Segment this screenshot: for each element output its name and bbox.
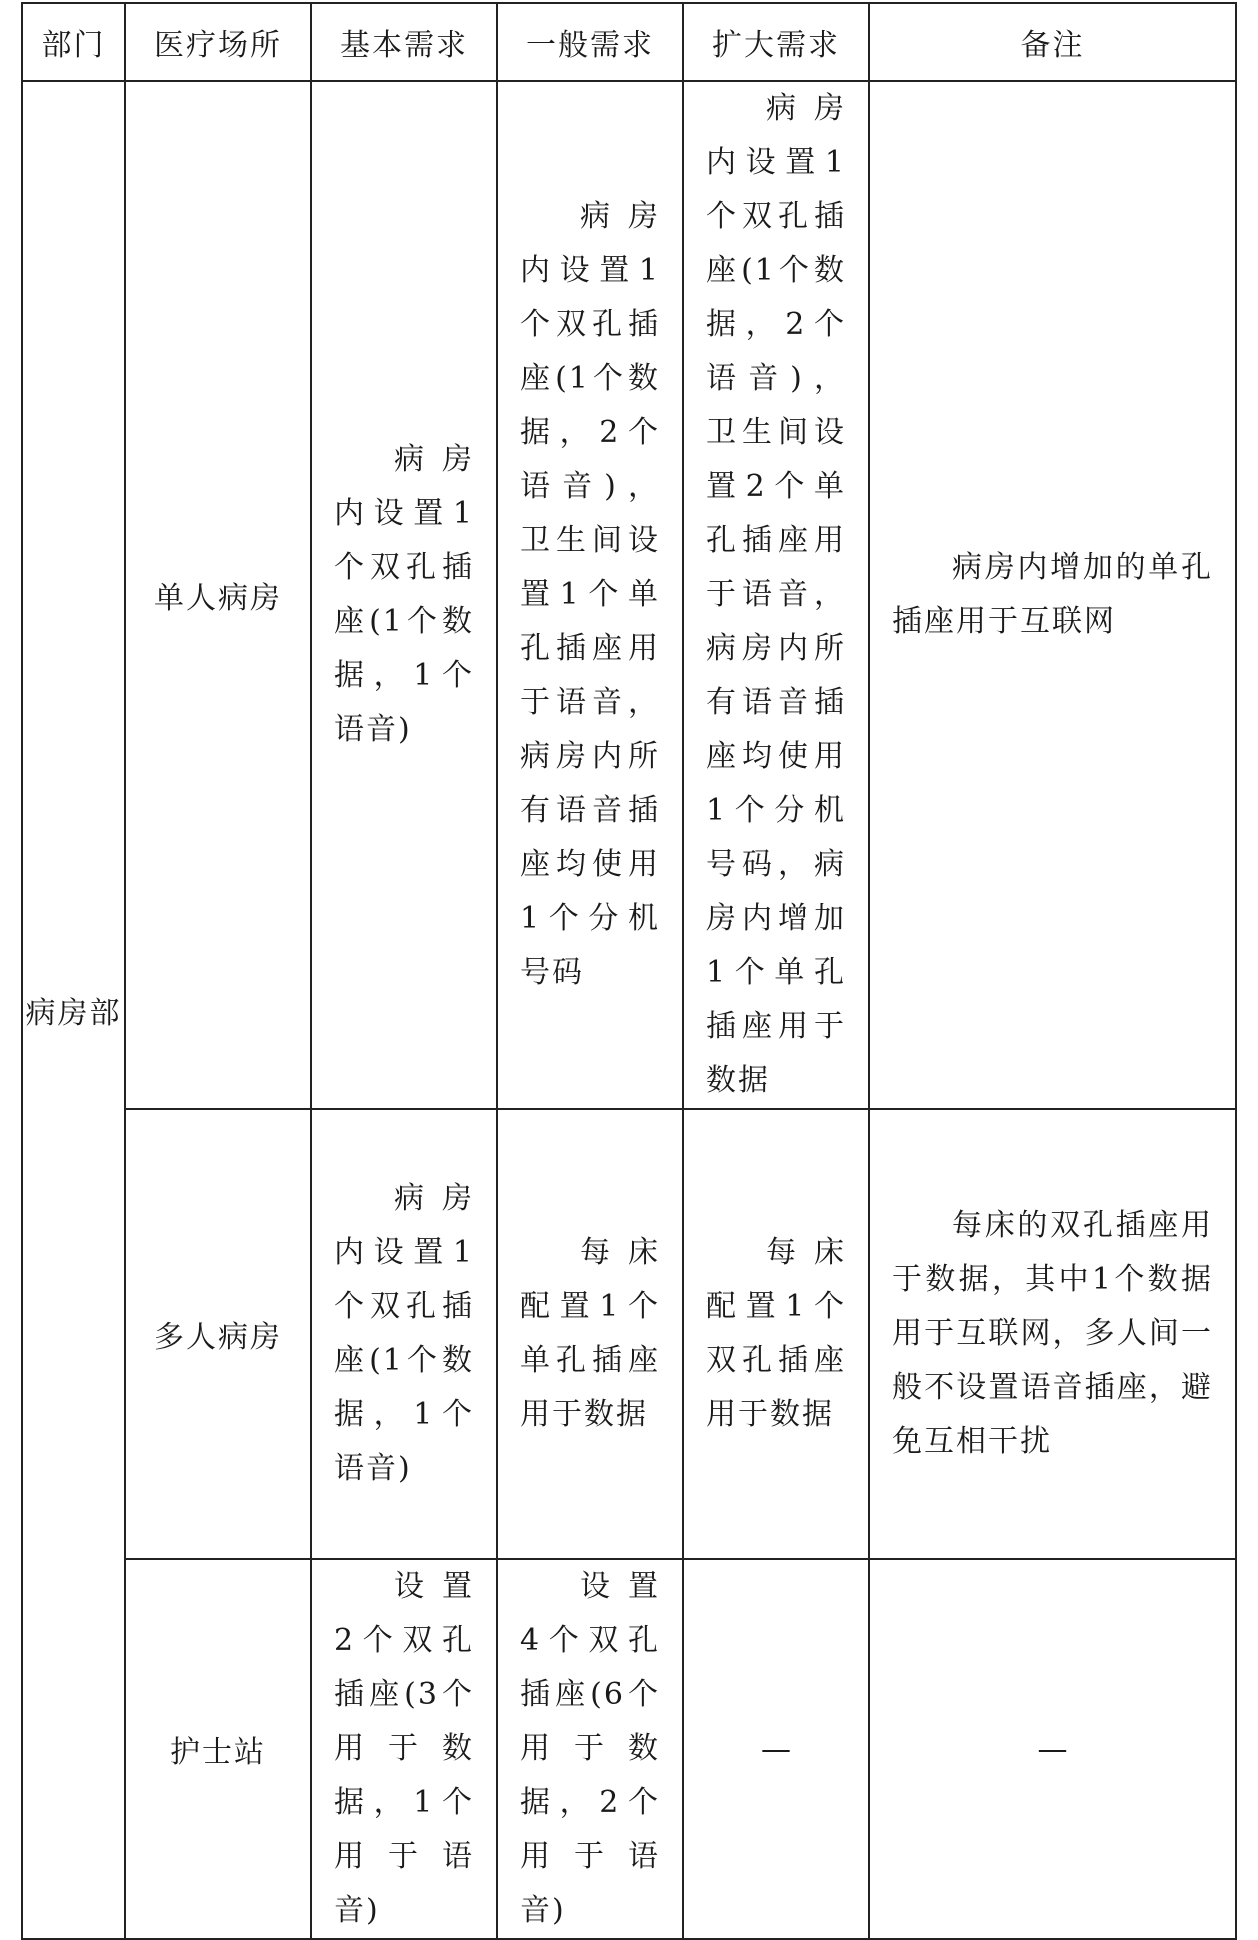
general-cell bbox=[497, 1109, 683, 1559]
header-note: 备注 bbox=[869, 3, 1236, 81]
place-label: 单人病房 bbox=[154, 581, 282, 616]
basic-cell bbox=[311, 1559, 497, 1939]
note-cell bbox=[869, 1109, 1236, 1559]
general-cell bbox=[497, 81, 683, 1109]
expanded-dash: — bbox=[761, 1731, 791, 1767]
general-text: 病房内设置1个双孔插座(1个数据，2个语音)，卫生间设置1个单孔插座用于语音，病房内所有语音插座均使用1个分机号码 bbox=[520, 199, 660, 990]
place-label: 多人病房 bbox=[154, 1320, 282, 1355]
note-dash: — bbox=[1037, 1731, 1068, 1767]
header-row bbox=[22, 3, 1236, 81]
basic-text: 设置2个双孔插座(3个用于数据，1个用于语音) bbox=[334, 1569, 474, 1928]
place-cell bbox=[125, 81, 311, 1109]
note-text: 每床的双孔插座用于数据，其中1个数据用于互联网，多人间一般不设置语音插座，避免互相干扰 bbox=[892, 1208, 1213, 1459]
note-cell bbox=[869, 81, 1236, 1109]
table-row bbox=[22, 1109, 1236, 1559]
expanded-cell bbox=[683, 1559, 869, 1939]
basic-cell bbox=[311, 81, 497, 1109]
basic-text: 病房内设置1个双孔插座(1个数据，1个语音) bbox=[334, 442, 474, 747]
general-text: 每床配置1个单孔插座用于数据 bbox=[520, 1235, 660, 1432]
header-basic: 基本需求 bbox=[311, 3, 497, 81]
expanded-text: 每床配置1个双孔插座用于数据 bbox=[706, 1235, 846, 1432]
requirements-table bbox=[21, 2, 1237, 1940]
place-cell bbox=[125, 1109, 311, 1559]
note-text: 病房内增加的单孔插座用于互联网 bbox=[892, 550, 1213, 639]
place-cell bbox=[125, 1559, 311, 1939]
table-row bbox=[22, 1559, 1236, 1939]
general-cell bbox=[497, 1559, 683, 1939]
basic-cell bbox=[311, 1109, 497, 1559]
basic-text: 病房内设置1个双孔插座(1个数据，1个语音) bbox=[334, 1181, 474, 1486]
header-expanded: 扩大需求 bbox=[683, 3, 869, 81]
department-cell bbox=[22, 81, 125, 1939]
expanded-cell bbox=[683, 81, 869, 1109]
header-general: 一般需求 bbox=[497, 3, 683, 81]
note-cell bbox=[869, 1559, 1236, 1939]
general-text: 设置4个双孔插座(6个用于数据，2个用于语音) bbox=[520, 1569, 660, 1928]
header-place: 医疗场所 bbox=[125, 3, 311, 81]
expanded-text: 病房内设置1个双孔插座(1个数据，2个语音)，卫生间设置2个单孔插座用于语音，病房内所有语音插座均使用1个分机号码，病房内增加1个单孔插座用于数据 bbox=[706, 91, 846, 1098]
department-label: 病房部 bbox=[25, 996, 122, 1031]
header-department: 部门 bbox=[22, 3, 125, 81]
place-label: 护士站 bbox=[170, 1735, 266, 1770]
expanded-cell bbox=[683, 1109, 869, 1559]
table-row bbox=[22, 81, 1236, 1109]
